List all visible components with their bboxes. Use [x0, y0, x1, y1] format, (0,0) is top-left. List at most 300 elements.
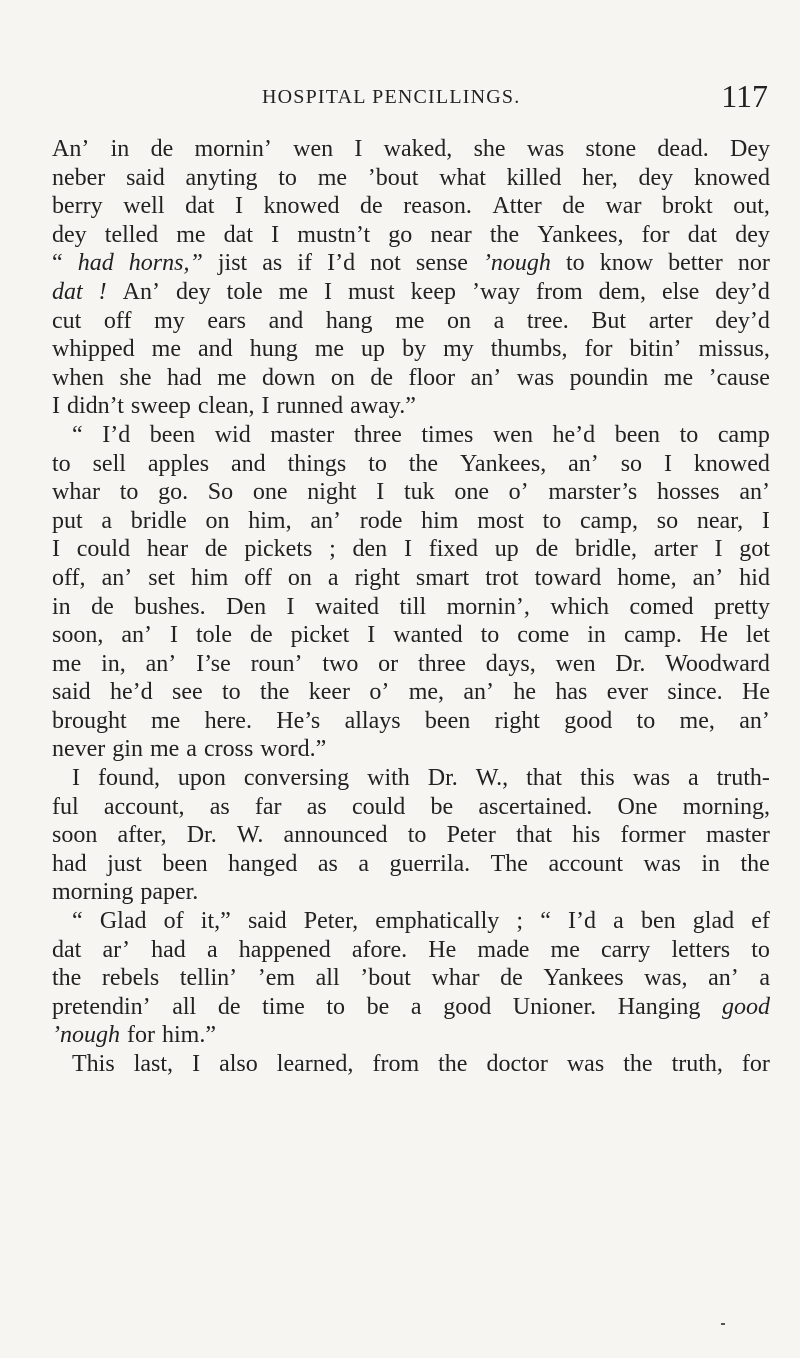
- word: been: [614, 421, 661, 448]
- text-line: [52, 278, 770, 307]
- word: an’: [121, 622, 152, 649]
- word: bridle,: [574, 536, 637, 563]
- word: all: [172, 993, 197, 1020]
- word: smart: [415, 564, 470, 591]
- word: right: [354, 564, 400, 591]
- word: sell: [92, 450, 126, 477]
- word: I: [261, 393, 270, 420]
- word: an’: [145, 650, 177, 677]
- word: waited: [315, 593, 379, 620]
- word: my: [443, 336, 474, 363]
- word: as: [209, 793, 230, 820]
- word: on: [330, 364, 355, 391]
- word: my: [154, 307, 185, 334]
- text-line: [52, 821, 770, 850]
- word: as: [317, 850, 338, 877]
- word: his: [572, 822, 601, 849]
- word: de: [204, 536, 228, 563]
- word: wid: [214, 421, 251, 448]
- word: dey: [52, 221, 87, 248]
- word: to: [119, 479, 139, 506]
- word: from: [372, 1051, 420, 1077]
- word: off: [103, 307, 132, 334]
- word: didn’t: [67, 393, 124, 420]
- word: put: [52, 507, 83, 534]
- word: de: [150, 136, 174, 162]
- word: away.”: [350, 393, 416, 420]
- text-line: [52, 164, 770, 193]
- word: could: [351, 793, 406, 820]
- text-line: [52, 593, 770, 622]
- word: out,: [733, 193, 770, 220]
- text-line: [52, 478, 770, 507]
- word: for: [741, 1051, 770, 1077]
- word: the: [408, 450, 439, 477]
- word: arter: [648, 307, 693, 334]
- word: floor: [408, 364, 456, 391]
- word: must: [347, 278, 395, 305]
- word: mornin’,: [446, 593, 530, 620]
- word: whar: [431, 965, 480, 992]
- word: near,: [696, 507, 744, 534]
- word: The: [490, 850, 528, 877]
- word: got: [739, 536, 770, 563]
- word: gin: [112, 736, 143, 763]
- word: was: [526, 136, 565, 162]
- word: allays: [344, 707, 401, 734]
- word: see: [172, 679, 203, 706]
- word: come: [517, 622, 570, 649]
- word: she: [119, 364, 152, 391]
- word: which: [550, 593, 610, 620]
- word: I’d: [327, 250, 356, 277]
- word: bridle: [130, 507, 187, 534]
- word: Peter,: [303, 908, 359, 935]
- word: I: [52, 536, 60, 563]
- word: me: [314, 336, 345, 363]
- word: be: [366, 993, 390, 1020]
- word: de: [535, 536, 559, 563]
- word: the: [52, 965, 82, 992]
- word: that: [526, 765, 563, 792]
- word: dey: [176, 278, 211, 305]
- word: an’: [739, 479, 770, 506]
- word: on: [205, 507, 230, 534]
- text-line: [52, 421, 770, 450]
- word: ;: [329, 536, 336, 563]
- word: let: [745, 622, 770, 649]
- word: be: [430, 793, 454, 820]
- word: One: [617, 793, 658, 820]
- word: by: [402, 336, 427, 363]
- word: o’: [369, 679, 390, 706]
- text-line: [52, 936, 770, 965]
- word: an’: [739, 707, 770, 734]
- word: marster’s: [548, 479, 638, 506]
- word: letters: [671, 936, 731, 963]
- text-line: [52, 221, 770, 250]
- word: and: [198, 336, 233, 363]
- word: hung: [249, 336, 298, 363]
- word: to: [326, 993, 346, 1020]
- word: it,”: [200, 908, 231, 935]
- word: tuk: [403, 479, 435, 506]
- word: better: [668, 250, 723, 277]
- word: W.,: [475, 765, 509, 792]
- word: toward: [534, 564, 602, 591]
- word: Unioner.: [512, 993, 597, 1020]
- word: doctor: [486, 1051, 548, 1077]
- word: He: [699, 622, 728, 649]
- word: said: [126, 164, 165, 191]
- word: I: [170, 622, 178, 649]
- word: dat: [687, 221, 718, 248]
- word: wen: [293, 136, 334, 162]
- word: just: [107, 850, 142, 877]
- word: !: [98, 278, 107, 305]
- text-line: [52, 392, 770, 421]
- word: hanged: [228, 850, 298, 877]
- word: to: [480, 622, 500, 649]
- word: conversing: [243, 765, 350, 792]
- word: me,: [408, 679, 445, 706]
- word: me: [52, 650, 82, 677]
- word: ’nough: [482, 250, 551, 277]
- word: hosses: [656, 479, 720, 506]
- word: what: [439, 164, 486, 191]
- word: an’: [692, 564, 724, 591]
- word: two: [322, 650, 359, 677]
- word: Dey: [730, 136, 770, 162]
- word: killed: [506, 164, 562, 191]
- word: Hanging: [617, 993, 701, 1020]
- word: he: [513, 679, 537, 706]
- word: sweep: [130, 393, 191, 420]
- word: Woodward: [665, 650, 770, 677]
- word: the: [489, 221, 520, 248]
- word: to: [565, 250, 585, 277]
- word: neber: [52, 164, 106, 191]
- word: also: [219, 1051, 258, 1077]
- word: me: [149, 736, 180, 763]
- word: trot: [485, 564, 519, 591]
- word: knowed: [693, 450, 770, 477]
- word: tellin’: [179, 965, 238, 992]
- word: camp.: [623, 622, 682, 649]
- word: down: [261, 364, 316, 391]
- word: that: [516, 822, 553, 849]
- word: cross: [203, 736, 254, 763]
- text-line: [52, 307, 770, 336]
- word: right: [494, 707, 540, 734]
- word: master: [270, 421, 335, 448]
- text-line: [52, 678, 770, 707]
- word: made: [477, 936, 530, 963]
- word: “: [72, 421, 83, 448]
- word: me: [151, 707, 181, 734]
- word: was: [643, 850, 681, 877]
- word: him,: [248, 507, 292, 534]
- word: times: [421, 421, 474, 448]
- word: missus,: [698, 336, 770, 363]
- word: knowed: [693, 164, 770, 191]
- word: things: [287, 450, 347, 477]
- word: been: [162, 850, 208, 877]
- word: a: [687, 765, 699, 792]
- word: was: [516, 364, 555, 391]
- word: W.: [236, 822, 264, 849]
- word: good: [564, 707, 613, 734]
- word: bitin’: [629, 336, 682, 363]
- text-line: [52, 335, 770, 364]
- word: all: [315, 965, 340, 992]
- word: dey’d: [715, 278, 770, 305]
- word: word.”: [260, 736, 327, 763]
- word: jist: [217, 250, 248, 277]
- word: dey: [735, 221, 770, 248]
- text-line: [52, 764, 770, 793]
- word: as: [262, 250, 283, 277]
- text-line: [52, 450, 770, 479]
- text-line: [52, 650, 770, 679]
- word: near: [430, 221, 472, 248]
- word: dat: [223, 221, 253, 248]
- word: the: [623, 1051, 653, 1077]
- word: so: [620, 450, 643, 477]
- word: when: [52, 364, 104, 391]
- word: as: [306, 793, 327, 820]
- word: Dr.: [186, 822, 217, 849]
- word: me: [278, 278, 308, 305]
- word: thumbs,: [490, 336, 568, 363]
- word: dat: [52, 936, 82, 963]
- word: so: [656, 507, 679, 534]
- word: o’: [508, 479, 529, 506]
- word: pretty: [713, 593, 770, 620]
- word: and: [231, 450, 266, 477]
- word: to: [52, 450, 71, 477]
- word: dem,: [598, 278, 646, 305]
- text-line: [52, 735, 770, 764]
- word: never: [52, 736, 106, 763]
- word: I’se: [196, 650, 231, 677]
- word: Dr.: [615, 650, 646, 677]
- word: ef: [751, 908, 770, 935]
- text-line: [52, 1021, 770, 1050]
- word: with: [367, 765, 410, 792]
- word: for: [641, 221, 670, 248]
- word: off: [244, 564, 272, 591]
- word: said: [52, 679, 91, 706]
- word: him: [190, 564, 229, 591]
- word: in: [110, 136, 130, 162]
- word: fixed: [428, 536, 479, 563]
- word: he’d: [110, 679, 153, 706]
- word: dead.: [657, 136, 709, 162]
- word: I: [323, 278, 332, 305]
- word: stone: [585, 136, 637, 162]
- word: I’d: [568, 908, 597, 935]
- word: in: [701, 850, 721, 877]
- word: if: [297, 250, 313, 277]
- word: runned: [276, 393, 344, 420]
- word: found,: [97, 765, 160, 792]
- word: Yankees,: [537, 221, 624, 248]
- word: an’: [568, 450, 599, 477]
- text-line: [52, 793, 770, 822]
- text-line: [52, 907, 770, 936]
- word: hang: [325, 307, 373, 334]
- word: hid: [739, 564, 770, 591]
- word: “: [540, 908, 551, 935]
- word: whipped: [52, 336, 135, 363]
- word: was,: [644, 965, 688, 992]
- word: her,: [582, 164, 618, 191]
- word: and: [268, 307, 304, 334]
- word: last,: [133, 1051, 174, 1077]
- text-line: [52, 535, 770, 564]
- word: poundin: [569, 364, 649, 391]
- running-title: HOSPITAL PENCILLINGS.: [262, 86, 521, 108]
- word: the: [260, 679, 290, 706]
- word: night: [307, 479, 357, 506]
- word: apples: [147, 450, 210, 477]
- word: I: [367, 622, 376, 649]
- body-text: [52, 135, 770, 1079]
- word: good: [443, 993, 492, 1020]
- word: war: [605, 193, 642, 220]
- word: announced: [283, 822, 388, 849]
- word: pretendin’: [52, 993, 151, 1020]
- word: Dr.: [427, 765, 458, 792]
- word: ful: [52, 793, 79, 820]
- word: me: [317, 164, 348, 191]
- word: comed: [629, 593, 694, 620]
- word: a: [410, 993, 422, 1020]
- word: a: [186, 736, 197, 763]
- word: de: [370, 364, 393, 391]
- word: I: [271, 221, 280, 248]
- word: an’: [463, 679, 495, 706]
- word: well: [123, 193, 165, 220]
- word: mustn’t: [297, 221, 371, 248]
- word: know: [599, 250, 654, 277]
- word: a: [358, 850, 370, 877]
- word: telled: [104, 221, 159, 248]
- word: afore.: [351, 936, 408, 963]
- text-line: [52, 850, 770, 879]
- word: wen: [555, 650, 596, 677]
- text-line: [52, 192, 770, 221]
- text-line: [52, 249, 770, 278]
- word: not: [370, 250, 401, 277]
- word: he’d: [552, 421, 596, 448]
- word: clean,: [197, 393, 255, 420]
- word: He’s: [276, 707, 321, 734]
- word: off,: [52, 564, 86, 591]
- word: I: [52, 393, 60, 420]
- word: rode: [359, 507, 403, 534]
- word: I: [761, 507, 770, 534]
- word: camp: [717, 421, 770, 448]
- word: one: [454, 479, 489, 506]
- word: reason.: [403, 193, 472, 220]
- word: ’way: [471, 278, 520, 305]
- word: “: [72, 908, 83, 935]
- word: to: [636, 707, 656, 734]
- word: upon: [177, 765, 226, 792]
- word: I: [714, 536, 723, 563]
- word: glad: [692, 908, 735, 935]
- word: picket: [290, 622, 350, 649]
- word: after,: [117, 822, 167, 849]
- word: set: [148, 564, 175, 591]
- word: had: [52, 850, 87, 877]
- text-line: [52, 707, 770, 736]
- word: hear: [146, 536, 189, 563]
- word: I: [72, 765, 80, 792]
- word: tole: [226, 278, 263, 305]
- word: horns,”: [128, 250, 203, 277]
- word: soon: [52, 822, 98, 849]
- word: anyting: [185, 164, 258, 191]
- word: she: [473, 136, 506, 162]
- word: ’nough: [52, 1022, 120, 1049]
- word: mornin’: [194, 136, 272, 162]
- word: So: [207, 479, 234, 506]
- word: an’: [470, 364, 502, 391]
- word: brokt: [662, 193, 713, 220]
- word: I: [234, 193, 243, 220]
- word: An’: [122, 278, 160, 305]
- word: has: [555, 679, 588, 706]
- word: master: [705, 822, 770, 849]
- word: keep: [410, 278, 456, 305]
- word: He: [742, 679, 770, 706]
- word: wanted: [393, 622, 463, 649]
- word: account: [548, 850, 624, 877]
- word: was: [632, 765, 671, 792]
- word: of: [163, 908, 184, 935]
- word: dat: [185, 193, 215, 220]
- word: de: [500, 965, 523, 992]
- word: a: [493, 307, 505, 334]
- text-line: [52, 564, 770, 593]
- word: soon,: [52, 622, 104, 649]
- word: in: [587, 622, 606, 649]
- word: He: [428, 936, 457, 963]
- word: could: [76, 536, 131, 563]
- word: an’: [101, 564, 133, 591]
- text-line: [52, 507, 770, 536]
- word: me,: [679, 707, 715, 734]
- word: three: [353, 421, 402, 448]
- word: since.: [667, 679, 723, 706]
- word: me: [550, 936, 580, 963]
- text-line: [52, 964, 770, 993]
- word: I: [192, 1051, 201, 1077]
- word: ’cause: [708, 364, 770, 391]
- word: sense: [415, 250, 468, 277]
- word: on: [447, 307, 471, 334]
- word: I: [354, 136, 363, 162]
- word: to: [751, 936, 770, 963]
- printing-mark: [721, 1323, 725, 1325]
- word: one: [252, 479, 288, 506]
- word: nor: [737, 250, 770, 277]
- word: good: [722, 993, 770, 1020]
- word: up: [361, 336, 386, 363]
